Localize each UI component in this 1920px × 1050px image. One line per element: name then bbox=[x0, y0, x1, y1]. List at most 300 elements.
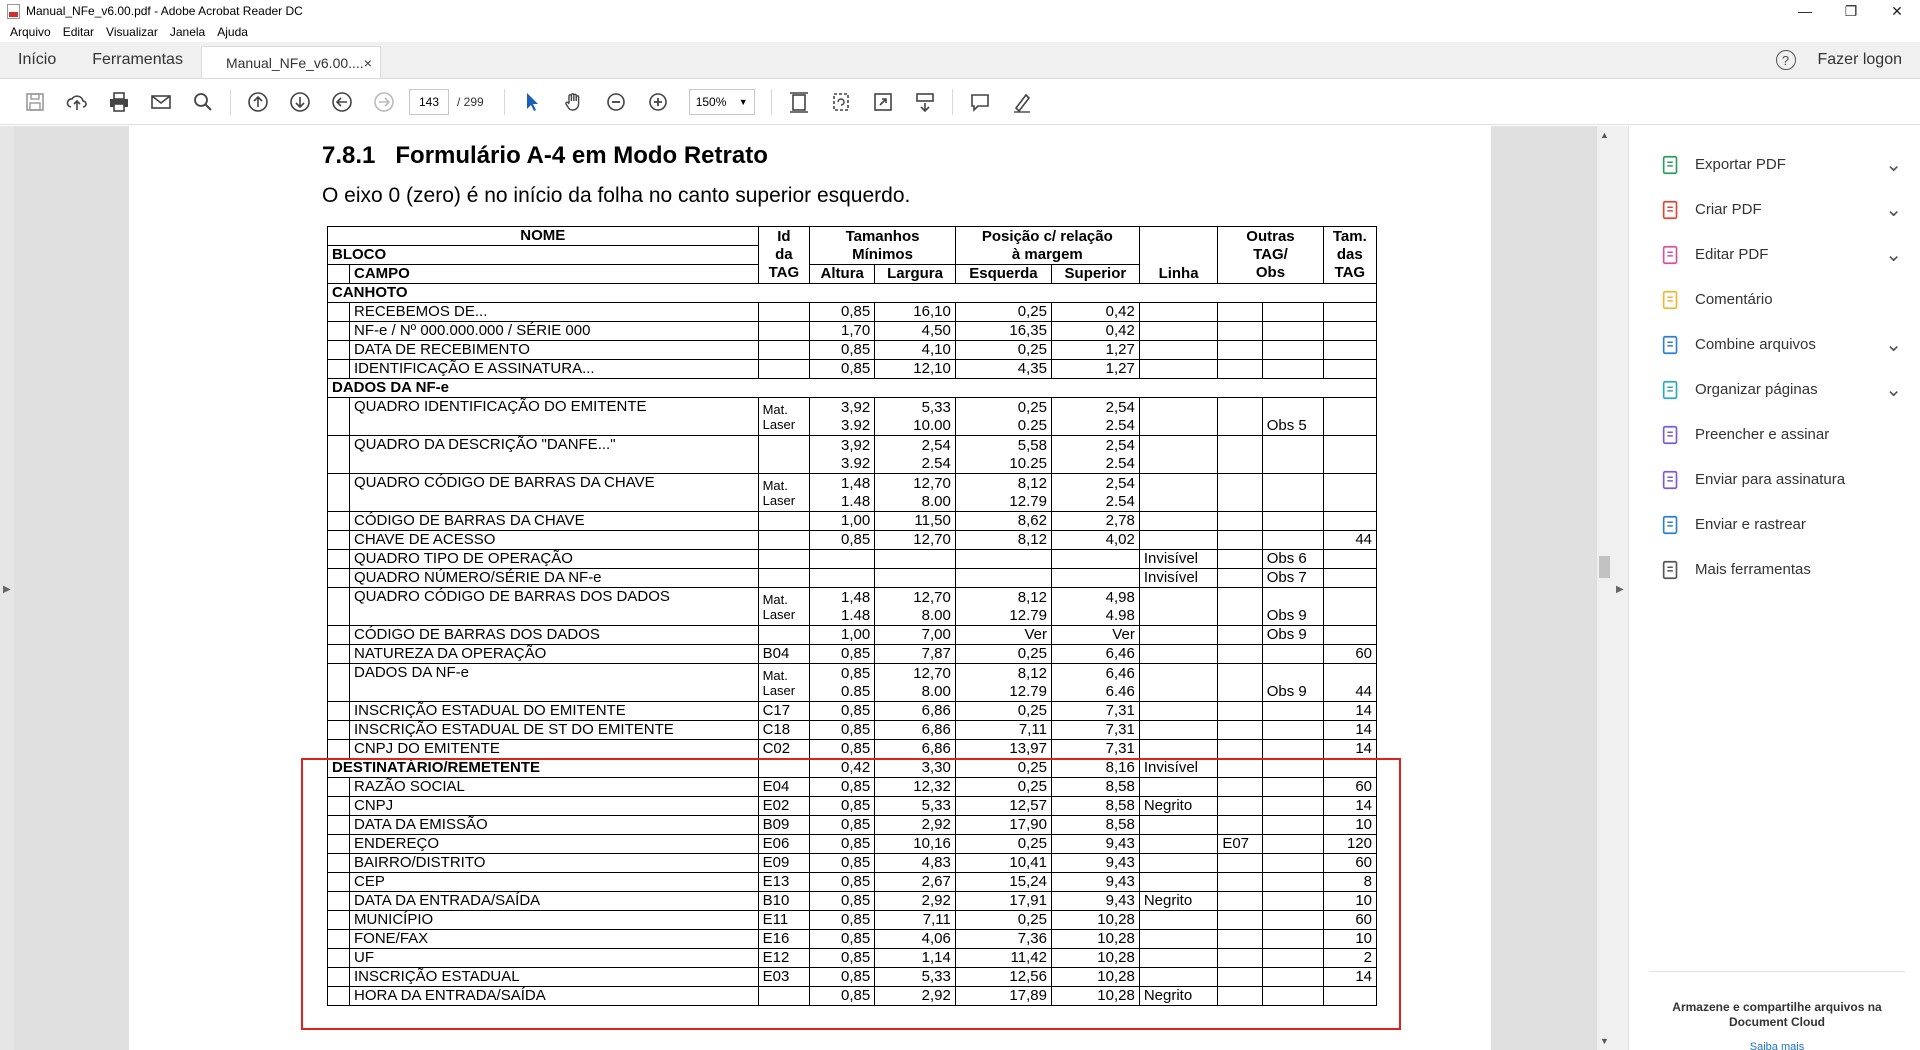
indent-cell bbox=[328, 569, 350, 588]
highlight-pen-icon[interactable] bbox=[1009, 89, 1035, 115]
largura-cell: 4,50 bbox=[875, 322, 956, 341]
campo-cell: QUADRO TIPO DE OPERAÇÃO bbox=[350, 550, 759, 569]
print-icon[interactable] bbox=[106, 89, 132, 115]
esquerda-cell: 8,12 12.79 bbox=[955, 474, 1051, 512]
altura-cell: 0,85 bbox=[810, 911, 875, 930]
tag-cell: B04 bbox=[758, 645, 810, 664]
table-row bbox=[328, 512, 1377, 531]
tab-document[interactable] bbox=[201, 46, 381, 78]
close-button[interactable]: ✕ bbox=[1891, 2, 1903, 19]
login-button[interactable]: Fazer logon bbox=[1817, 51, 1902, 68]
campo-cell: NATUREZA DA OPERAÇÃO bbox=[350, 645, 759, 664]
menu-ajuda[interactable]: Ajuda bbox=[217, 25, 248, 39]
tool-label: Comentário bbox=[1695, 291, 1773, 308]
tam-cell bbox=[1323, 474, 1376, 512]
tam-cell bbox=[1323, 550, 1376, 569]
campo-cell: INSCRIÇÃO ESTADUAL DE ST DO EMITENTE bbox=[350, 721, 759, 740]
header-campo: CAMPO bbox=[350, 265, 759, 284]
full-screen-icon[interactable] bbox=[870, 89, 896, 115]
campo-cell: ENDEREÇO bbox=[350, 835, 759, 854]
campo-cell: RECEBEMOS DE... bbox=[350, 303, 759, 322]
fit-page-icon[interactable] bbox=[786, 89, 812, 115]
tools-panel bbox=[1628, 126, 1920, 1050]
superior-cell: 8,58 bbox=[1051, 778, 1139, 797]
tag-cell: E04 bbox=[758, 778, 810, 797]
altura-cell: 0,85 bbox=[810, 303, 875, 322]
altura-cell: 1,00 bbox=[810, 512, 875, 531]
campo-cell: QUADRO CÓDIGO DE BARRAS DOS DADOS bbox=[350, 588, 759, 626]
chevron-down-icon[interactable]: ⌄ bbox=[1885, 153, 1902, 176]
tam-cell: 44 bbox=[1323, 664, 1376, 702]
tool-label: Preencher e assinar bbox=[1695, 426, 1830, 443]
esquerda-cell: 0,25 bbox=[955, 911, 1051, 930]
edit-pdf-icon bbox=[1659, 243, 1683, 267]
chevron-down-icon[interactable]: ⌄ bbox=[1885, 378, 1902, 401]
menu-arquivo[interactable]: Arquivo bbox=[10, 25, 51, 39]
superior-cell: 8,58 bbox=[1051, 797, 1139, 816]
linha-cell bbox=[1139, 360, 1218, 379]
superior-cell: 2,54 2.54 bbox=[1051, 436, 1139, 474]
fill-sign-icon bbox=[1659, 423, 1683, 447]
superior-cell bbox=[1051, 569, 1139, 588]
linha-cell bbox=[1139, 588, 1218, 626]
tool-item[interactable] bbox=[1629, 322, 1920, 367]
altura-cell: 0,85 bbox=[810, 360, 875, 379]
esquerda-cell: 17,91 bbox=[955, 892, 1051, 911]
tam-cell bbox=[1323, 398, 1376, 436]
largura-cell: 16,10 bbox=[875, 303, 956, 322]
largura-cell: 6,86 bbox=[875, 740, 956, 759]
scroll-down-icon[interactable]: ▼ bbox=[1600, 1036, 1609, 1046]
superior-cell: 10,28 bbox=[1051, 968, 1139, 987]
campo-cell: DATA DE RECEBIMENTO bbox=[350, 341, 759, 360]
outras-tag-cell bbox=[1218, 512, 1262, 531]
table-row bbox=[328, 360, 1377, 379]
table-row bbox=[328, 436, 1377, 474]
largura-cell bbox=[875, 569, 956, 588]
tool-label: Criar PDF bbox=[1695, 201, 1762, 218]
altura-cell: 1,00 bbox=[810, 626, 875, 645]
outras-obs-cell bbox=[1262, 702, 1323, 721]
outras-tag-cell bbox=[1218, 550, 1262, 569]
zoom-value: 150% bbox=[695, 94, 727, 109]
help-icon[interactable]: ? bbox=[1776, 50, 1796, 70]
organize-pages-icon bbox=[1659, 378, 1683, 402]
superior-cell: 8,58 bbox=[1051, 816, 1139, 835]
largura-cell: 10,16 bbox=[875, 835, 956, 854]
header-id-tag: Id da TAG bbox=[758, 227, 810, 284]
expand-left-icon: ▶ bbox=[3, 584, 11, 595]
email-icon[interactable] bbox=[148, 89, 174, 115]
altura-cell: 0,85 bbox=[810, 816, 875, 835]
tool-item[interactable] bbox=[1629, 412, 1920, 457]
largura-cell: 5,33 10.00 bbox=[875, 398, 956, 436]
outras-tag-cell: E07 bbox=[1218, 835, 1262, 854]
campo-cell: DATA DA ENTRADA/SAÍDA bbox=[350, 892, 759, 911]
header-outras: Outras TAG/ Obs bbox=[1218, 227, 1323, 284]
altura-cell: 3,92 3.92 bbox=[810, 436, 875, 474]
tag-cell bbox=[758, 322, 810, 341]
zoom-out-icon[interactable] bbox=[603, 89, 629, 115]
superior-cell: 0,42 bbox=[1051, 322, 1139, 341]
tam-cell: 14 bbox=[1323, 968, 1376, 987]
scrollbar-thumb[interactable] bbox=[1599, 556, 1610, 578]
campo-cell: QUADRO CÓDIGO DE BARRAS DA CHAVE bbox=[350, 474, 759, 512]
linha-cell bbox=[1139, 512, 1218, 531]
campo-cell: FONE/FAX bbox=[350, 930, 759, 949]
tam-cell bbox=[1323, 588, 1376, 626]
header-tamanhos: Tamanhos Mínimos bbox=[810, 227, 956, 265]
tool-label: Exportar PDF bbox=[1695, 156, 1786, 173]
largura-cell bbox=[875, 550, 956, 569]
altura-cell: 0,85 bbox=[810, 987, 875, 1006]
largura-cell: 5,33 bbox=[875, 968, 956, 987]
export-pdf-icon bbox=[1659, 153, 1683, 177]
esquerda-cell: 15,24 bbox=[955, 873, 1051, 892]
restore-button[interactable]: ❐ bbox=[1844, 2, 1858, 19]
outras-obs-cell bbox=[1262, 531, 1323, 550]
tag-cell: Mat. Laser bbox=[758, 588, 810, 626]
page-number-input[interactable]: 143 bbox=[409, 89, 449, 115]
table-row bbox=[328, 702, 1377, 721]
tam-cell: 10 bbox=[1323, 930, 1376, 949]
campo-cell: CÓDIGO DE BARRAS DOS DADOS bbox=[350, 626, 759, 645]
campo-cell: MUNICÍPIO bbox=[350, 911, 759, 930]
campo-cell: CNPJ bbox=[350, 797, 759, 816]
tam-cell: 10 bbox=[1323, 816, 1376, 835]
esquerda-cell: 0,25 bbox=[955, 835, 1051, 854]
vertical-scrollbar[interactable] bbox=[1596, 126, 1612, 1050]
indent-cell bbox=[328, 512, 350, 531]
toolbar-separator bbox=[230, 89, 231, 115]
table-row bbox=[328, 588, 1377, 626]
indent-cell bbox=[328, 303, 350, 322]
linha-cell: Negrito bbox=[1139, 892, 1218, 911]
outras-tag-cell bbox=[1218, 341, 1262, 360]
document-viewport[interactable] bbox=[14, 126, 1596, 1050]
menu-visualizar[interactable]: Visualizar bbox=[106, 25, 158, 39]
esquerda-cell: 0,25 bbox=[955, 778, 1051, 797]
indent-cell bbox=[328, 436, 350, 474]
red-highlight-box bbox=[301, 758, 1401, 1030]
superior-cell bbox=[1051, 550, 1139, 569]
altura-cell bbox=[810, 569, 875, 588]
tam-cell: 60 bbox=[1323, 778, 1376, 797]
table-row bbox=[328, 398, 1377, 436]
promo-text: Armazene e compartilhe arquivos na Document Cloud bbox=[1672, 1000, 1882, 1029]
largura-cell: 12,70 8.00 bbox=[875, 474, 956, 512]
menu-bar bbox=[0, 22, 1920, 42]
tag-cell bbox=[758, 626, 810, 645]
outras-obs-cell bbox=[1262, 740, 1323, 759]
section-label: DADOS DA NF-e bbox=[328, 379, 1377, 398]
tab-inicio[interactable]: Início bbox=[18, 51, 57, 68]
section-label: CANHOTO bbox=[328, 284, 1377, 303]
learn-more-link[interactable]: Saiba mais bbox=[1749, 1041, 1805, 1050]
linha-cell: Invisível bbox=[1139, 569, 1218, 588]
scroll-mode-icon[interactable] bbox=[912, 89, 938, 115]
tab-bar bbox=[0, 42, 1920, 79]
indent-cell bbox=[328, 474, 350, 512]
superior-cell: 0,42 bbox=[1051, 303, 1139, 322]
combine-files-icon bbox=[1659, 333, 1683, 357]
tool-item[interactable] bbox=[1629, 457, 1920, 502]
tool-item[interactable] bbox=[1629, 277, 1920, 322]
indent-cell bbox=[328, 550, 350, 569]
outras-obs-cell: Obs 9 bbox=[1262, 588, 1323, 626]
largura-cell: 4,06 bbox=[875, 930, 956, 949]
table-row bbox=[328, 474, 1377, 512]
tool-item[interactable] bbox=[1629, 502, 1920, 547]
largura-cell: 2,67 bbox=[875, 873, 956, 892]
pdf-file-icon bbox=[7, 4, 20, 19]
indent-cell bbox=[328, 322, 350, 341]
tool-item[interactable] bbox=[1629, 142, 1920, 187]
superior-cell: 10,28 bbox=[1051, 949, 1139, 968]
outras-tag-cell bbox=[1218, 645, 1262, 664]
esquerda-cell: 12,56 bbox=[955, 968, 1051, 987]
altura-cell: 0,42 bbox=[810, 759, 875, 778]
table-row bbox=[328, 721, 1377, 740]
window-title: Manual_NFe_v6.00.pdf - Adobe Acrobat Reader DC bbox=[26, 4, 303, 18]
outras-tag-cell bbox=[1218, 322, 1262, 341]
tam-cell bbox=[1323, 512, 1376, 531]
campo-cell: DATA DA EMISSÃO bbox=[350, 816, 759, 835]
tool-item[interactable] bbox=[1629, 367, 1920, 412]
outras-tag-cell bbox=[1218, 303, 1262, 322]
table-row bbox=[328, 341, 1377, 360]
altura-cell: 0,85 bbox=[810, 968, 875, 987]
altura-cell: 0,85 bbox=[810, 721, 875, 740]
comment-icon bbox=[1659, 288, 1683, 312]
linha-cell bbox=[1139, 531, 1218, 550]
tag-cell: E06 bbox=[758, 835, 810, 854]
campo-cell: CHAVE DE ACESSO bbox=[350, 531, 759, 550]
esquerda-cell: 0,25 bbox=[955, 759, 1051, 778]
esquerda-cell: 7,11 bbox=[955, 721, 1051, 740]
page-total: / 299 bbox=[457, 94, 484, 109]
tag-cell bbox=[758, 341, 810, 360]
outras-tag-cell bbox=[1218, 626, 1262, 645]
chevron-down-icon[interactable]: ⌄ bbox=[1885, 333, 1902, 356]
largura-cell: 1,14 bbox=[875, 949, 956, 968]
back-icon[interactable] bbox=[329, 89, 355, 115]
largura-cell: 12,70 8.00 bbox=[875, 664, 956, 702]
outras-obs-cell bbox=[1262, 474, 1323, 512]
table-row bbox=[328, 379, 1377, 398]
tam-cell: 2 bbox=[1323, 949, 1376, 968]
tam-cell: 10 bbox=[1323, 892, 1376, 911]
tag-cell: E09 bbox=[758, 854, 810, 873]
header-bloco: BLOCO bbox=[328, 246, 759, 265]
campo-cell: BAIRRO/DISTRITO bbox=[350, 854, 759, 873]
select-cursor-icon[interactable] bbox=[519, 89, 545, 115]
tab-ferramentas[interactable]: Ferramentas bbox=[92, 51, 183, 68]
altura-cell: 0,85 bbox=[810, 835, 875, 854]
superior-cell: Ver bbox=[1051, 626, 1139, 645]
document-cloud-promo bbox=[1649, 971, 1905, 1050]
linha-cell: Invisível bbox=[1139, 550, 1218, 569]
campo-cell: INSCRIÇÃO ESTADUAL bbox=[350, 968, 759, 987]
tam-cell: 60 bbox=[1323, 645, 1376, 664]
altura-cell: 1,48 1.48 bbox=[810, 474, 875, 512]
linha-cell bbox=[1139, 702, 1218, 721]
superior-cell: 9,43 bbox=[1051, 854, 1139, 873]
right-panel-toggle[interactable] bbox=[1612, 126, 1628, 1050]
altura-cell: 1,70 bbox=[810, 322, 875, 341]
zoom-in-icon[interactable] bbox=[645, 89, 671, 115]
tool-item[interactable] bbox=[1629, 187, 1920, 232]
campo-cell: INSCRIÇÃO ESTADUAL DO EMITENTE bbox=[350, 702, 759, 721]
tam-cell bbox=[1323, 569, 1376, 588]
tag-cell: E03 bbox=[758, 968, 810, 987]
superior-cell: 4,98 4.98 bbox=[1051, 588, 1139, 626]
esquerda-cell: 5,58 10.25 bbox=[955, 436, 1051, 474]
tool-label: Enviar para assinatura bbox=[1695, 471, 1846, 488]
window-controls bbox=[1782, 0, 1920, 22]
rotate-icon[interactable] bbox=[828, 89, 854, 115]
tag-cell: Mat. Laser bbox=[758, 398, 810, 436]
search-icon[interactable] bbox=[190, 89, 216, 115]
indent-cell bbox=[328, 398, 350, 436]
esquerda-cell: 8,62 bbox=[955, 512, 1051, 531]
tam-cell: 8 bbox=[1323, 873, 1376, 892]
save-icon[interactable] bbox=[22, 89, 48, 115]
outras-tag-cell bbox=[1218, 436, 1262, 474]
esquerda-cell: 17,90 bbox=[955, 816, 1051, 835]
tag-cell: Mat. Laser bbox=[758, 664, 810, 702]
esquerda-cell: 0,25 bbox=[955, 341, 1051, 360]
chevron-down-icon[interactable]: ⌄ bbox=[1885, 243, 1902, 266]
superior-cell: 4,02 bbox=[1051, 531, 1139, 550]
superior-cell: 8,16 bbox=[1051, 759, 1139, 778]
forward-icon[interactable] bbox=[371, 89, 397, 115]
tool-item[interactable] bbox=[1629, 547, 1920, 592]
outras-obs-cell bbox=[1262, 512, 1323, 531]
superior-cell: 7,31 bbox=[1051, 721, 1139, 740]
tag-cell bbox=[758, 303, 810, 322]
tool-label: Editar PDF bbox=[1695, 246, 1769, 263]
tool-label: Mais ferramentas bbox=[1695, 561, 1811, 578]
largura-cell: 6,86 bbox=[875, 702, 956, 721]
largura-cell: 11,50 bbox=[875, 512, 956, 531]
campo-cell: QUADRO IDENTIFICAÇÃO DO EMITENTE bbox=[350, 398, 759, 436]
esquerda-cell: 0,25 0.25 bbox=[955, 398, 1051, 436]
altura-cell: 0,85 bbox=[810, 778, 875, 797]
section-subtitle: O eixo 0 (zero) é no início da folha no canto superior esquerdo. bbox=[322, 184, 911, 207]
outras-tag-cell bbox=[1218, 398, 1262, 436]
next-page-icon[interactable] bbox=[287, 89, 313, 115]
campo-cell: DADOS DA NF-e bbox=[350, 664, 759, 702]
esquerda-cell: 0,25 bbox=[955, 702, 1051, 721]
tam-cell: 14 bbox=[1323, 702, 1376, 721]
table-row bbox=[328, 740, 1377, 759]
close-tab-icon[interactable]: × bbox=[363, 54, 372, 71]
tag-cell: B09 bbox=[758, 816, 810, 835]
upload-cloud-icon[interactable] bbox=[64, 89, 90, 115]
hand-tool-icon[interactable] bbox=[561, 89, 587, 115]
comment-tool-icon[interactable] bbox=[967, 89, 993, 115]
tam-cell: 14 bbox=[1323, 721, 1376, 740]
indent-cell bbox=[328, 664, 350, 702]
altura-cell: 0,85 bbox=[810, 949, 875, 968]
outras-obs-cell bbox=[1262, 645, 1323, 664]
tag-cell: E12 bbox=[758, 949, 810, 968]
toolbar bbox=[0, 79, 1920, 125]
outras-tag-cell bbox=[1218, 664, 1262, 702]
table-row bbox=[328, 531, 1377, 550]
linha-cell bbox=[1139, 303, 1218, 322]
campo-cell: UF bbox=[350, 949, 759, 968]
send-track-icon bbox=[1659, 513, 1683, 537]
zoom-select[interactable] bbox=[689, 89, 755, 115]
tool-label: Organizar páginas bbox=[1695, 381, 1818, 398]
outras-obs-cell: Obs 5 bbox=[1262, 398, 1323, 436]
tam-cell bbox=[1323, 360, 1376, 379]
outras-tag-cell bbox=[1218, 569, 1262, 588]
tam-cell bbox=[1323, 322, 1376, 341]
esquerda-cell: 0,25 bbox=[955, 645, 1051, 664]
outras-obs-cell: Obs 7 bbox=[1262, 569, 1323, 588]
menu-editar[interactable]: Editar bbox=[62, 25, 95, 39]
left-panel-toggle[interactable] bbox=[0, 126, 14, 1050]
linha-cell bbox=[1139, 341, 1218, 360]
header-esquerda: Esquerda bbox=[955, 265, 1051, 284]
superior-cell: 9,43 bbox=[1051, 835, 1139, 854]
chevron-down-icon[interactable]: ⌄ bbox=[1885, 198, 1902, 221]
tools-list bbox=[1629, 126, 1920, 592]
minimize-button[interactable]: — bbox=[1798, 3, 1812, 19]
tool-item[interactable] bbox=[1629, 232, 1920, 277]
largura-cell: 2,92 bbox=[875, 892, 956, 911]
collapse-right-icon: ▶ bbox=[1616, 584, 1624, 595]
scroll-up-icon[interactable]: ▲ bbox=[1600, 130, 1609, 140]
altura-cell bbox=[810, 550, 875, 569]
esquerda-cell: 16,35 bbox=[955, 322, 1051, 341]
linha-cell bbox=[1139, 474, 1218, 512]
tam-cell bbox=[1323, 303, 1376, 322]
altura-cell: 0,85 bbox=[810, 797, 875, 816]
outras-tag-cell bbox=[1218, 588, 1262, 626]
tag-cell bbox=[758, 550, 810, 569]
campo-cell: NF-e / Nº 000.000.000 / SÉRIE 000 bbox=[350, 322, 759, 341]
esquerda-cell: 4,35 bbox=[955, 360, 1051, 379]
largura-cell: 2,92 bbox=[875, 816, 956, 835]
linha-cell bbox=[1139, 721, 1218, 740]
largura-cell: 7,87 bbox=[875, 645, 956, 664]
tag-cell bbox=[758, 531, 810, 550]
tag-cell: Mat. Laser bbox=[758, 474, 810, 512]
altura-cell: 3,92 3.92 bbox=[810, 398, 875, 436]
table-row bbox=[328, 645, 1377, 664]
campo-cell: RAZÃO SOCIAL bbox=[350, 778, 759, 797]
table-row bbox=[328, 626, 1377, 645]
tag-cell bbox=[758, 360, 810, 379]
tam-cell bbox=[1323, 341, 1376, 360]
campo-cell: CNPJ DO EMITENTE bbox=[350, 740, 759, 759]
tag-cell: E02 bbox=[758, 797, 810, 816]
table-row bbox=[328, 303, 1377, 322]
menu-janela[interactable]: Janela bbox=[169, 25, 206, 39]
esquerda-cell: 12,57 bbox=[955, 797, 1051, 816]
tag-cell bbox=[758, 436, 810, 474]
outras-tag-cell bbox=[1218, 740, 1262, 759]
superior-cell: 10,28 bbox=[1051, 987, 1139, 1006]
altura-cell: 0,85 bbox=[810, 892, 875, 911]
outras-obs-cell: Obs 9 bbox=[1262, 664, 1323, 702]
previous-page-icon[interactable] bbox=[245, 89, 271, 115]
tam-cell: 14 bbox=[1323, 740, 1376, 759]
